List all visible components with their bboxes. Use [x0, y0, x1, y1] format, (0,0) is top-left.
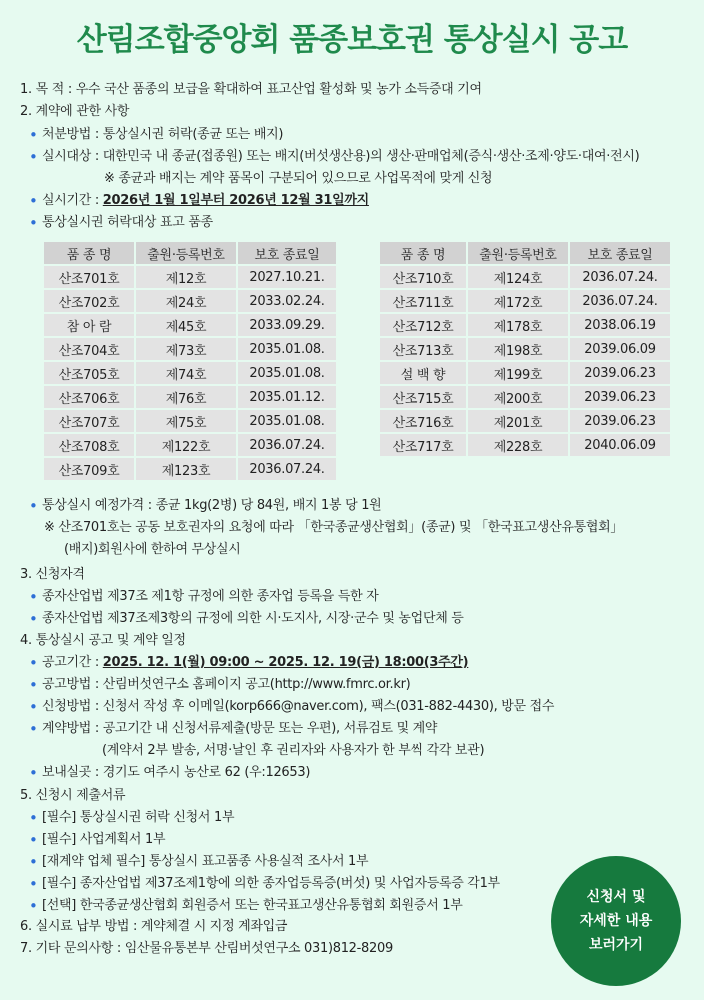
list-item: • 실시대상 : 대한민국 내 종균(접종원) 또는 배지(버섯생산용)의 생산·판매업체(증식·생산·조제·양도·대여·전시) [42, 148, 639, 166]
list-item: • 신청방법 : 신청서 작성 후 이메일(korp666@naver.com), 팩스(031-882-4430), 방문 접수 [42, 698, 554, 716]
table-cell: 제122호 [136, 434, 236, 456]
table-header: 출원·등록번호 [468, 242, 568, 264]
table-cell: 제73호 [136, 338, 236, 360]
table-cell: 제228호 [468, 434, 568, 456]
table-header: 품 종 명 [380, 242, 466, 264]
table-cell: 2039.06.23 [570, 410, 670, 432]
table-cell: 제12호 [136, 266, 236, 288]
table-cell: 산조704호 [44, 338, 134, 360]
table-cell: 산조716호 [380, 410, 466, 432]
table-row [44, 362, 336, 384]
section-7-contact: 7. 기타 문의사항 : 임산물유통본부 산림버섯연구소 031)812-8209 [20, 941, 393, 956]
list-item: • 공고방법 : 산림버섯연구소 홈페이지 공고(http://www.fmrc.or.kr) [42, 676, 410, 694]
section-1-purpose: 1. 목 적 : 우수 국산 품종의 보급을 확대하여 표고산업 활성화 및 농가 소득증대 기여 [20, 82, 482, 97]
table-cell: 2036.07.24. [570, 290, 670, 312]
table-cell: 산조707호 [44, 410, 134, 432]
table-cell: 산조705호 [44, 362, 134, 384]
note-text: (배지)회원사에 한하여 무상실시 [64, 542, 241, 557]
view-details-button[interactable] [551, 856, 681, 986]
table-row [44, 458, 336, 480]
table-cell: 제24호 [136, 290, 236, 312]
table-cell: 2035.01.08. [238, 338, 336, 360]
table-cell: 2036.07.24. [238, 434, 336, 456]
table-cell: 2035.01.08. [238, 410, 336, 432]
section-2-heading: 2. 계약에 관한 사항 [20, 104, 130, 119]
table-cell: 설 백 향 [380, 362, 466, 384]
list-item: • [필수] 통상실시권 허락 신청서 1부 [42, 809, 234, 827]
table-cell: 2035.01.12. [238, 386, 336, 408]
table-row [44, 434, 336, 456]
list-item: • 처분방법 : 통상실시권 허락(종균 또는 배지) [42, 126, 283, 144]
table-cell: 2027.10.21. [238, 266, 336, 288]
table-cell: 산조701호 [44, 266, 134, 288]
table-row [380, 290, 670, 312]
list-item: • 통상실시권 허락대상 표고 품종 [42, 214, 213, 232]
table-row [380, 410, 670, 432]
table-row [380, 338, 670, 360]
notice-period-value: 2025. 12. 1(월) 09:00 ~ 2025. 12. 19(금) 18:00(3주간) [102, 655, 469, 670]
table-cell: 2033.09.29. [238, 314, 336, 336]
table-row [44, 386, 336, 408]
table-cell: 2035.01.08. [238, 362, 336, 384]
table-row [44, 410, 336, 432]
table-cell: 2040.06.09 [570, 434, 670, 456]
table-cell: 제200호 [468, 386, 568, 408]
table-cell: 참 아 람 [44, 314, 134, 336]
table-cell: 산조717호 [380, 434, 466, 456]
table-cell: 제45호 [136, 314, 236, 336]
table-cell: 제123호 [136, 458, 236, 480]
table-cell: 2039.06.23 [570, 362, 670, 384]
table-cell: 제199호 [468, 362, 568, 384]
section-5-heading: 5. 신청시 제출서류 [20, 788, 126, 803]
variety-table-right [378, 240, 672, 458]
table-cell: 산조708호 [44, 434, 134, 456]
variety-table-left [42, 240, 338, 482]
list-item [42, 192, 369, 210]
list-item: • 종자산업법 제37조 제1항 규정에 의한 종자업 등록을 득한 자 [42, 588, 379, 606]
list-item: • 종자산업법 제37조제3항의 규정에 의한 시·도지사, 시장·군수 및 농업단체 등 [42, 610, 464, 628]
table-cell: 제201호 [468, 410, 568, 432]
button-label: 자세한 내용 [579, 913, 653, 929]
page-title: 산림조합중앙회 품종보호권 통상실시 공고 [76, 22, 628, 58]
period-value: 2026년 1월 1일부터 2026년 12월 31일까지 [102, 193, 369, 208]
list-item: • [선택] 한국종균생산협회 회원증서 또는 한국표고생산유통협회 회원증서 1부 [42, 897, 463, 915]
table-header: 출원·등록번호 [136, 242, 236, 264]
note-text: ※ 종균과 배지는 계약 품목이 구분되어 있으므로 사업목적에 맞게 신청 [104, 171, 493, 186]
table-row [44, 314, 336, 336]
list-item: • [재계약 업체 필수] 통상실시 표고품종 사용실적 조사서 1부 [42, 853, 368, 871]
table-cell: 2036.07.24. [570, 266, 670, 288]
table-header: 품 종 명 [44, 242, 134, 264]
table-cell: 제74호 [136, 362, 236, 384]
table-header: 보호 종료일 [238, 242, 336, 264]
table-cell: 산조715호 [380, 386, 466, 408]
table-cell: 산조713호 [380, 338, 466, 360]
table-cell: 2039.06.23 [570, 386, 670, 408]
table-row [44, 266, 336, 288]
table-header: 보호 종료일 [570, 242, 670, 264]
table-row [380, 362, 670, 384]
button-label: 신청서 및 [586, 889, 646, 905]
list-item: • [필수] 종자산업법 제37조제1항에 의한 종자업등록증(버섯) 및 사업자등록증 각1부 [42, 875, 500, 893]
table-cell: 산조710호 [380, 266, 466, 288]
note-text: (계약서 2부 발송, 서명·날인 후 권리자와 사용자가 한 부씩 각각 보관) [102, 743, 485, 758]
table-row [44, 338, 336, 360]
table-cell: 제198호 [468, 338, 568, 360]
notice-period-label: 공고기간 : [42, 655, 103, 670]
table-row [44, 290, 336, 312]
table-cell: 산조711호 [380, 290, 466, 312]
table-cell: 제124호 [468, 266, 568, 288]
table-cell: 2038.06.19 [570, 314, 670, 336]
table-row [380, 386, 670, 408]
table-cell: 제172호 [468, 290, 568, 312]
table-cell: 산조709호 [44, 458, 134, 480]
section-6-payment: 6. 실시료 납부 방법 : 계약체결 시 지정 계좌입금 [20, 919, 288, 934]
note-text: ※ 산조701호는 공동 보호권자의 요청에 따라 「한국종균생산협회」(종균) 및 「한국표고생산유통협회」 [44, 520, 624, 535]
section-4-heading: 4. 통상실시 공고 및 계약 일정 [20, 633, 186, 648]
table-cell: 제76호 [136, 386, 236, 408]
table-row [380, 434, 670, 456]
section-3-heading: 3. 신청자격 [20, 567, 85, 582]
table-cell: 산조702호 [44, 290, 134, 312]
table-row [380, 266, 670, 288]
table-cell: 산조712호 [380, 314, 466, 336]
table-cell: 2033.02.24. [238, 290, 336, 312]
list-item: • 보내실곳 : 경기도 여주시 농산로 62 (우:12653) [42, 764, 310, 782]
list-item: • 계약방법 : 공고기간 내 신청서류제출(방문 또는 우편), 서류검토 및 계약 [42, 720, 437, 738]
table-cell: 제178호 [468, 314, 568, 336]
period-label: 실시기간 : [42, 193, 103, 208]
table-cell: 2036.07.24. [238, 458, 336, 480]
list-item: • [필수] 사업계획서 1부 [42, 831, 165, 849]
button-label: 보러가기 [588, 937, 644, 953]
table-row [380, 314, 670, 336]
table-cell: 산조706호 [44, 386, 134, 408]
price-line: • 통상실시 예정가격 : 종균 1kg(2병) 당 84원, 배지 1봉 당 1원 [42, 497, 381, 515]
list-item [42, 654, 468, 672]
table-cell: 2039.06.09 [570, 338, 670, 360]
table-cell: 제75호 [136, 410, 236, 432]
